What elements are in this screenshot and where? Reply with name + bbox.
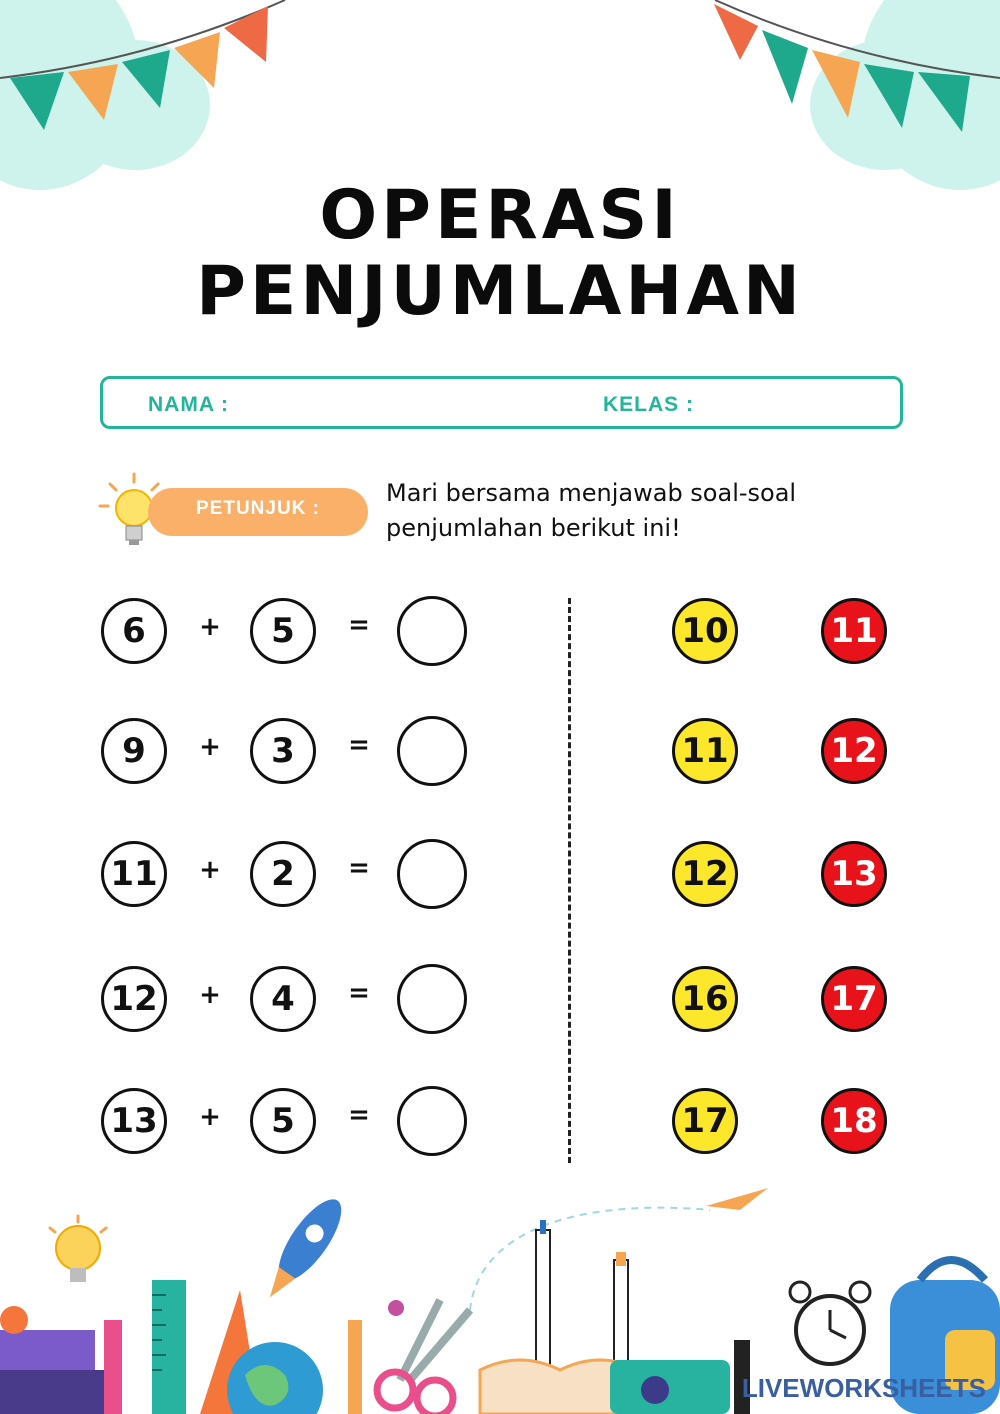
- answer-drop-zone[interactable]: [397, 716, 467, 786]
- addend-a: 11: [101, 841, 167, 907]
- option-red[interactable]: 18: [821, 1088, 887, 1154]
- option-yellow[interactable]: 10: [672, 598, 738, 664]
- watermark-logo: LIVEWORKSHEETS: [741, 1373, 986, 1403]
- alarm-clock-icon: [790, 1282, 870, 1364]
- equals-sign: =: [348, 610, 370, 640]
- class-label: KELAS :: [603, 393, 694, 416]
- option-red[interactable]: 11: [821, 598, 887, 664]
- addend-a: 9: [101, 718, 167, 784]
- option-red[interactable]: 17: [821, 966, 887, 1032]
- plus-sign: +: [199, 980, 221, 1010]
- option-red[interactable]: 12: [821, 718, 887, 784]
- option-yellow[interactable]: 11: [672, 718, 738, 784]
- column-divider: [568, 598, 571, 1163]
- answer-drop-zone[interactable]: [397, 596, 467, 666]
- instruction-label: PETUNJUK :: [196, 498, 321, 519]
- addend-b: 4: [250, 966, 316, 1032]
- name-field[interactable]: [253, 385, 593, 423]
- page-title-line1: OPERASI: [319, 176, 681, 255]
- plus-sign: +: [199, 732, 221, 762]
- option-red[interactable]: 13: [821, 841, 887, 907]
- rocket-icon: [255, 1190, 352, 1307]
- equals-sign: =: [348, 978, 370, 1008]
- addend-b: 5: [250, 598, 316, 664]
- answer-drop-zone[interactable]: [397, 964, 467, 1034]
- addend-b: 2: [250, 841, 316, 907]
- class-field[interactable]: [703, 385, 893, 423]
- page-title-line2: PENJUMLAHAN: [196, 252, 804, 331]
- student-info-box: [100, 376, 903, 429]
- equals-sign: =: [348, 853, 370, 883]
- addend-a: 13: [101, 1088, 167, 1154]
- bunting-right-icon: [700, 0, 1000, 140]
- plus-sign: +: [199, 855, 221, 885]
- answer-drop-zone[interactable]: [397, 1086, 467, 1156]
- equals-sign: =: [348, 1100, 370, 1130]
- option-yellow[interactable]: 12: [672, 841, 738, 907]
- answer-drop-zone[interactable]: [397, 839, 467, 909]
- name-label: NAMA :: [148, 393, 230, 416]
- paper-plane-icon: [706, 1188, 768, 1210]
- addend-b: 5: [250, 1088, 316, 1154]
- bunting-left-icon: [0, 0, 300, 140]
- instruction-text: Mari bersama menjawab soal-soal penjumlahan berikut ini!: [386, 479, 797, 542]
- addend-a: 12: [101, 966, 167, 1032]
- option-yellow[interactable]: 16: [672, 966, 738, 1032]
- addend-a: 6: [101, 598, 167, 664]
- addend-b: 3: [250, 718, 316, 784]
- pushpin-icon: [388, 1300, 404, 1316]
- plus-sign: +: [199, 1102, 221, 1132]
- small-lightbulb-icon: [50, 1216, 106, 1282]
- scissors-icon: [377, 1300, 470, 1414]
- option-yellow[interactable]: 17: [672, 1088, 738, 1154]
- equals-sign: =: [348, 730, 370, 760]
- plus-sign: +: [199, 612, 221, 642]
- apple-icon: [0, 1306, 28, 1334]
